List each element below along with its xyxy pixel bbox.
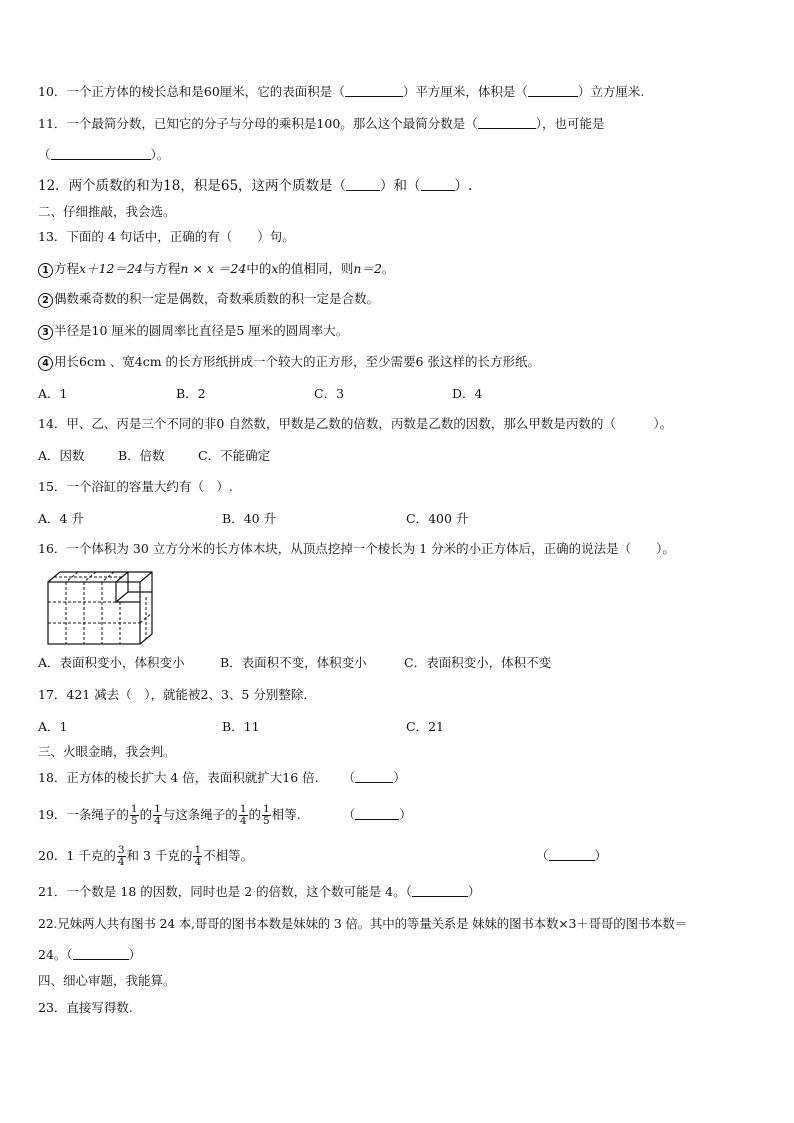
option-d[interactable]: D．4: [452, 386, 483, 401]
option-a[interactable]: A．1: [38, 719, 68, 734]
answer-blank[interactable]: [51, 147, 151, 160]
option-b[interactable]: B．40 升: [222, 511, 277, 526]
question-11: 11．一个最简分数，已知它的分子与分母的乘积是100。那么这个最简分数是（ ），也可能是: [38, 116, 605, 131]
section-2-heading: 二、仔细推敲，我会选。: [38, 204, 176, 219]
answer-blank[interactable]: [73, 947, 129, 960]
cuboid-figure: [44, 570, 154, 646]
question-18: 18．正方体的棱长扩大 4 倍，表面积就扩大16 倍. （ ）: [38, 770, 406, 785]
answer-blank[interactable]: [345, 84, 403, 97]
question-13-statement-1: 1 方程x＋12＝24与方程n × x ＝24中的x的值相同，则n＝2。: [38, 260, 764, 278]
option-a[interactable]: A．因数: [38, 448, 85, 463]
question-16-stem: 16．一个体积为 30 立方分米的长方体木块，从顶点挖掉一个棱长为 1 分米的小正方体后，正确的说法是（ ）。: [38, 541, 675, 556]
question-23: 23．直接写得数.: [38, 1000, 133, 1015]
fraction-1-5: $\frac{1}{5}$: [263, 803, 270, 827]
answer-paren: （ ）: [536, 848, 608, 863]
question-22-line2: 24。（ ）: [38, 947, 142, 962]
answer-blank[interactable]: [346, 178, 380, 191]
fraction-3-4: $\frac{3}{4}$: [117, 844, 125, 868]
circled-4-marker: 4: [38, 356, 53, 371]
option-c[interactable]: C．不能确定: [198, 448, 271, 463]
question-17-stem: 17．421 减去（ ），就能被2、3、5 分别整除.: [38, 687, 308, 702]
fraction-1-4: $\frac{1}{4}$: [154, 803, 161, 827]
circled-1-marker: 1: [38, 263, 53, 278]
option-c[interactable]: C．400 升: [406, 511, 469, 526]
option-b[interactable]: B．表面积不变，体积变小: [220, 655, 367, 670]
answer-blank[interactable]: [421, 178, 455, 191]
answer-blank[interactable]: [528, 84, 578, 97]
option-a[interactable]: A．表面积变小，体积变小: [38, 655, 185, 670]
question-10: 10．一个正方体的棱长总和是60厘米，它的表面积是（ ）平方厘米，体积是（ ）立方厘米.: [38, 84, 645, 99]
answer-blank[interactable]: [355, 807, 399, 820]
question-21: 21．一个数是 18 的因数，同时也是 2 的倍数，这个数可能是 4。（ ）: [38, 884, 481, 899]
question-13-statement-2: 2 偶数乘奇数的积一定是偶数，奇数乘质数的积一定是合数。: [38, 290, 764, 308]
question-13-stem: 13．下面的 4 句话中，正确的有（ ）句。: [38, 229, 295, 244]
fraction-1-5: $\frac{1}{5}$: [130, 803, 138, 827]
question-13-statement-3: 3 半径是10 厘米的圆周率比直径是5 厘米的圆周率大。: [38, 322, 764, 340]
option-a[interactable]: A．4 升: [38, 511, 84, 526]
answer-blank[interactable]: [412, 884, 468, 897]
question-11-line2: （ ）。: [38, 147, 170, 162]
answer-blank[interactable]: [355, 770, 393, 783]
answer-blank[interactable]: [549, 848, 595, 861]
question-14-stem: 14．甲、乙、丙是三个不同的非0 自然数，甲数是乙数的倍数，丙数是乙数的因数，那么甲数是丙数的（ ）。: [38, 416, 673, 431]
option-a[interactable]: A．1: [38, 386, 68, 401]
section-3-heading: 三、火眼金睛，我会判。: [38, 744, 176, 759]
answer-blank[interactable]: [478, 116, 536, 129]
circled-3-marker: 3: [38, 325, 53, 340]
question-15-stem: 15．一个浴缸的容量大约有（ ）.: [38, 479, 233, 494]
question-19: 19．一条绳子的 $\frac{1}{5}$ 的 $\frac{1}{4}$ 与这条绳子的 $\frac{1}{4}$ 的 $\frac{1}{5}$ 相等. （ ）: [38, 803, 412, 827]
question-12: 12．两个质数的和为18，积是65，这两个质数是（ ）和（ ）.: [38, 178, 473, 194]
circled-2-marker: 2: [38, 293, 53, 308]
option-c[interactable]: C．表面积变小，体积不变: [404, 655, 552, 670]
section-4-heading: 四、细心审题，我能算。: [38, 973, 176, 988]
fraction-1-4: $\frac{1}{4}$: [239, 803, 247, 827]
option-b[interactable]: B．倍数: [118, 448, 165, 463]
option-b[interactable]: B．11: [222, 719, 260, 734]
question-13-statement-4: 4 用长6cm 、宽4cm 的长方形纸拼成一个较大的正方形，至少需要6 张这样的长方形纸。: [38, 353, 764, 371]
question-22-line1: 22.兄妹两人共有图书 24 本,哥哥的图书本数是妹妹的 3 倍。其中的等量关系是 妹妹的图书本数×3＋哥哥的图书本数＝: [38, 916, 688, 931]
fraction-1-4: $\frac{1}{4}$: [194, 844, 202, 868]
option-c[interactable]: C．21: [406, 719, 444, 734]
option-c[interactable]: C．3: [314, 386, 345, 401]
option-b[interactable]: B．2: [176, 386, 206, 401]
question-20: 20．1 千克的 $\frac{3}{4}$ 和 3 千克的 $\frac{1}{4}$ 不相等。 （ ）: [38, 844, 608, 868]
